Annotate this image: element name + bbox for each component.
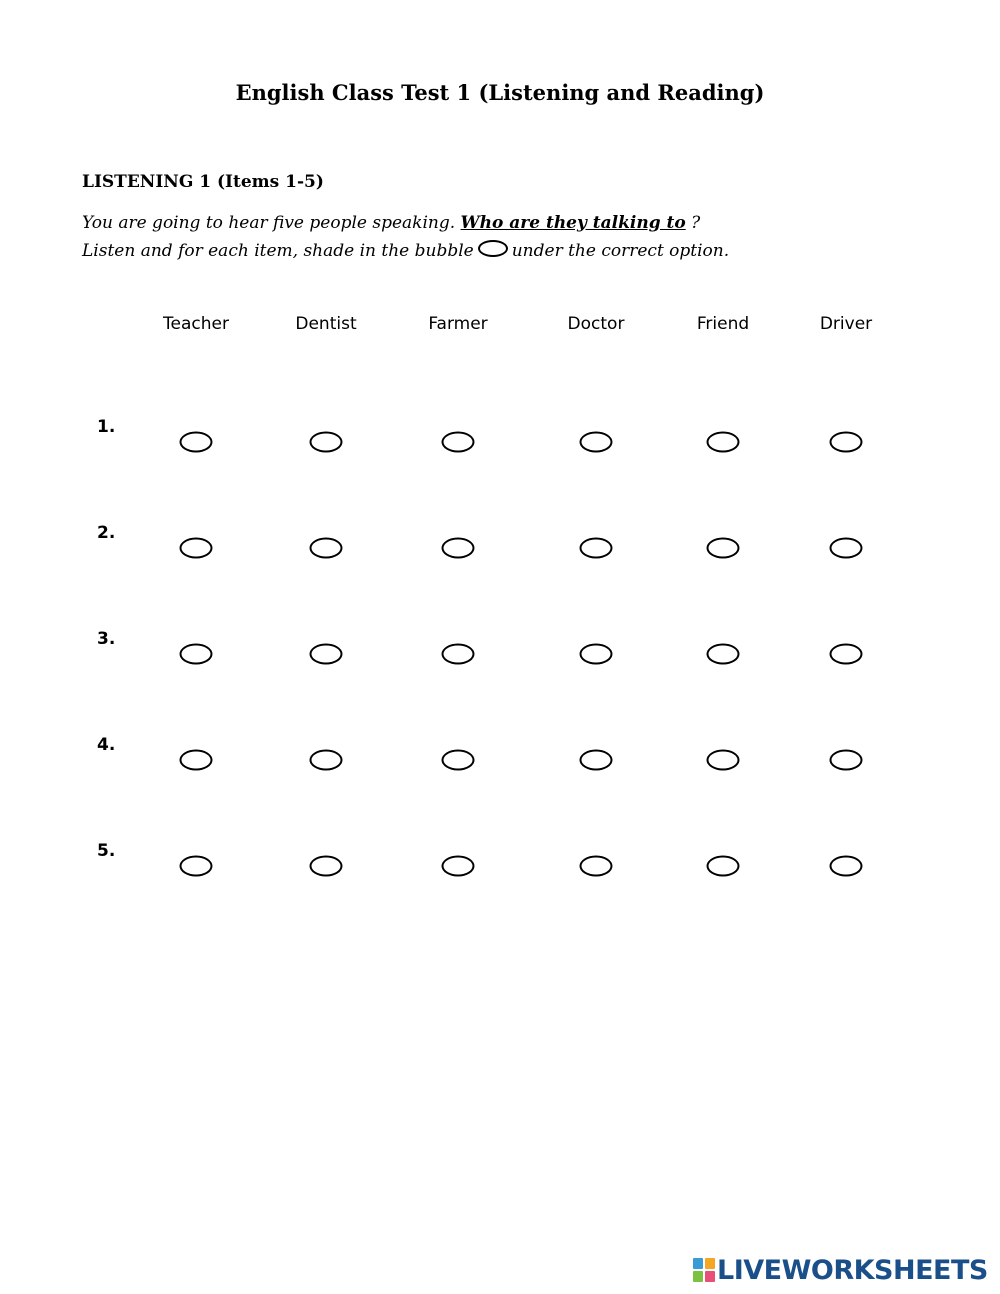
answer-bubble-1-driver[interactable] bbox=[830, 432, 863, 453]
option-label-driver: Driver bbox=[819, 314, 873, 334]
instruction-line-2 bbox=[82, 240, 729, 261]
answer-bubble-5-doctor[interactable] bbox=[580, 856, 613, 877]
option-label-teacher: Teacher bbox=[163, 314, 229, 334]
answer-bubble-3-driver[interactable] bbox=[830, 644, 863, 665]
answer-bubble-4-dentist[interactable] bbox=[310, 750, 343, 771]
option-label-farmer: Farmer bbox=[428, 314, 488, 334]
item-number: 1. bbox=[97, 417, 116, 437]
section-heading: LISTENING 1 (Items 1-5) bbox=[82, 172, 324, 192]
instruction-emphasis: Who are they talking to bbox=[460, 213, 686, 233]
item-number: 2. bbox=[97, 523, 116, 543]
answer-bubble-1-teacher[interactable] bbox=[180, 432, 213, 453]
instruction-text: under the correct option. bbox=[511, 241, 730, 261]
answer-bubble-5-friend[interactable] bbox=[707, 856, 740, 877]
answer-bubble-2-teacher[interactable] bbox=[180, 538, 213, 559]
liveworksheets-logo bbox=[693, 1254, 988, 1286]
answer-bubble-3-farmer[interactable] bbox=[442, 644, 475, 665]
item-number: 4. bbox=[97, 735, 116, 755]
answer-bubble-1-dentist[interactable] bbox=[310, 432, 343, 453]
answer-bubble-3-dentist[interactable] bbox=[310, 644, 343, 665]
answer-bubble-3-doctor[interactable] bbox=[580, 644, 613, 665]
answer-bubble-1-doctor[interactable] bbox=[580, 432, 613, 453]
answer-bubble-4-teacher[interactable] bbox=[180, 750, 213, 771]
answer-bubble-5-driver[interactable] bbox=[830, 856, 863, 877]
answer-bubble-5-teacher[interactable] bbox=[180, 856, 213, 877]
option-label-dentist: Dentist bbox=[295, 314, 357, 334]
page-title: English Class Test 1 (Listening and Reading) bbox=[235, 80, 765, 105]
answer-bubble-2-doctor[interactable] bbox=[580, 538, 613, 559]
answer-bubble-3-teacher[interactable] bbox=[180, 644, 213, 665]
answer-bubble-1-friend[interactable] bbox=[707, 432, 740, 453]
answer-bubble-4-driver[interactable] bbox=[830, 750, 863, 771]
liveworksheets-logo-text: LIVEWORKSHEETS bbox=[717, 1254, 988, 1286]
instruction-question-mark: ? bbox=[691, 213, 701, 233]
answer-bubble-5-farmer[interactable] bbox=[442, 856, 475, 877]
answer-bubble-1-farmer[interactable] bbox=[442, 432, 475, 453]
answer-bubble-5-dentist[interactable] bbox=[310, 856, 343, 877]
option-label-friend: Friend bbox=[696, 314, 750, 334]
answer-bubble-2-farmer[interactable] bbox=[442, 538, 475, 559]
liveworksheets-logo-icon bbox=[693, 1258, 715, 1282]
instruction-line-1 bbox=[82, 213, 700, 233]
item-number: 5. bbox=[97, 841, 116, 861]
answer-bubble-3-friend[interactable] bbox=[707, 644, 740, 665]
answer-bubble-4-doctor[interactable] bbox=[580, 750, 613, 771]
answer-bubble-4-friend[interactable] bbox=[707, 750, 740, 771]
answer-bubble-2-driver[interactable] bbox=[830, 538, 863, 559]
answer-bubble-4-farmer[interactable] bbox=[442, 750, 475, 771]
example-bubble-icon bbox=[478, 240, 508, 257]
instruction-text: Listen and for each item, shade in the bubble bbox=[82, 241, 474, 261]
answer-bubble-2-dentist[interactable] bbox=[310, 538, 343, 559]
answer-bubble-2-friend[interactable] bbox=[707, 538, 740, 559]
instruction-text: You are going to hear five people speaking. bbox=[82, 213, 456, 233]
option-label-doctor: Doctor bbox=[567, 314, 625, 334]
item-number: 3. bbox=[97, 629, 116, 649]
